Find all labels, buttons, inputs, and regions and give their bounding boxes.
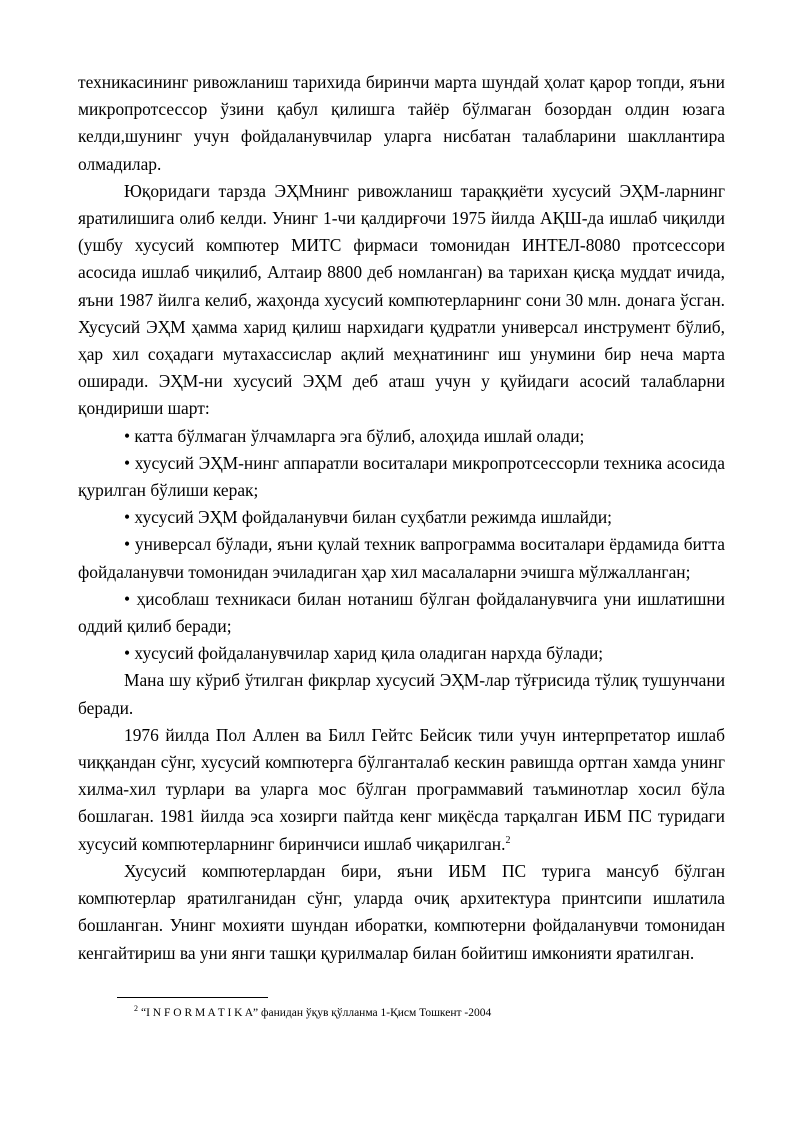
list-item: • ҳисоблаш техникаси билан нотаниш бўлган фойдаланувчига уни ишлатишни оддий қилиб беради; <box>78 588 725 637</box>
list-item: • хусусий ЭҲМ-нинг аппаратли воситалари микропротсессорли техника асосида қурилган бўлиши керак; <box>78 452 725 501</box>
paragraph-open-architecture: Хусусий компютерлардан бири, яъни ИБМ ПС турига мансуб бўлган компютерлар яратилганидан сўнг, уларда очиқ архитектура принтсипи ишлатила бошланган. Унинг мохияти шундан иборатки, компютерни фойдаланувчи томонидан кенгайтириш ва уни янги ташқи қурилмалар билан бойитиш имконияти яратилган. <box>78 860 725 963</box>
paragraph-personal-computers: Юқоридаги тарзда ЭҲМнинг ривожланиш тараққиёти хусусий ЭҲМ-ларнинг яратилишига олиб келди. Унинг 1-чи қалдирғочи 1975 йилда АҚШ-да ишлаб чиқилди (ушбу хусусий компютер МИТС фирмаси томонидан ИНТЕЛ-8080 протсессори асосида ишлаб чиқилиб, Алтаир 8800 деб номланган) ва тарихан қисқа муддат ичида, яъни 1987 йилга келиб, жаҳонда хусусий компютерларнинг сони 30 млн. донага ўсган. Хусусий ЭҲМ ҳамма харид қилиш нархидаги қудратли универсал инструмент бўлиб, ҳар хил соҳадаги мутахассислар ақлий меҳнатининг иш унумини бир неча марта оширади. ЭҲМ-ни хусусий ЭҲМ деб аташ учун у қуйидаги асосий талабларни қондириши шарт: <box>78 180 725 419</box>
list-item: • хусусий ЭҲМ фойдаланувчи билан суҳбатли режимда ишлайди; <box>124 507 612 528</box>
footnote-mark: 2 <box>134 1004 138 1014</box>
paragraph-history-1976 <box>78 722 725 858</box>
document-body <box>78 69 725 967</box>
paragraph-summary: Мана шу кўриб ўтилган фикрлар хусусий ЭҲМ-лар тўғрисида тўлиқ тушунчани беради. <box>78 670 725 718</box>
paragraph-intro: техникасининг ривожланиш тарихида биринчи марта шундай ҳолат қарор топди, яъни микропротсессор ўзини қабул қилишга тайёр бўлмаган бозордан олдин юзага келди,шунинг учун фойдаланувчилар уларга нисбатан талабларини шакллантира олмадилар. <box>78 72 725 174</box>
footnote-reference[interactable]: 2 <box>505 834 511 846</box>
footnote <box>134 1006 491 1020</box>
paragraph-history-text: 1976 йилда Пол Аллен ва Билл Гейтс Бейсик тили учун интерпретатор ишлаб чиққандан сўнг, хусусий компютерга бўлганталаб кескин равишда ортган хамда унинг хилма-хил турлари ва уларга мос бўлган программавий таъминотлар хосил бўла бошлаган. 1981 йилда эса хозирги пайтда кенг миқёсда тарқалган ИБМ ПС туридаги хусусий компютерларнинг биринчиси ишлаб чиқарилган. <box>78 724 725 854</box>
footnote-text: “I N F O R M A T I K A” фанидан ўқув қўлланма 1-Қисм Тошкент -2004 <box>141 1007 492 1019</box>
list-item: • катта бўлмаган ўлчамларга эга бўлиб, алоҳида ишлай олади; <box>124 425 585 446</box>
footnote-separator <box>117 997 268 998</box>
list-item: • универсал бўлади, яъни қулай техник вапрограмма воситалари ёрдамида битта фойдаланувчи томонидан эчиладиган ҳар хил масалаларни эчишга мўлжалланган; <box>78 534 725 582</box>
list-item: • хусусий фойдаланувчилар харид қила оладиган нархда бўлади; <box>124 643 604 664</box>
